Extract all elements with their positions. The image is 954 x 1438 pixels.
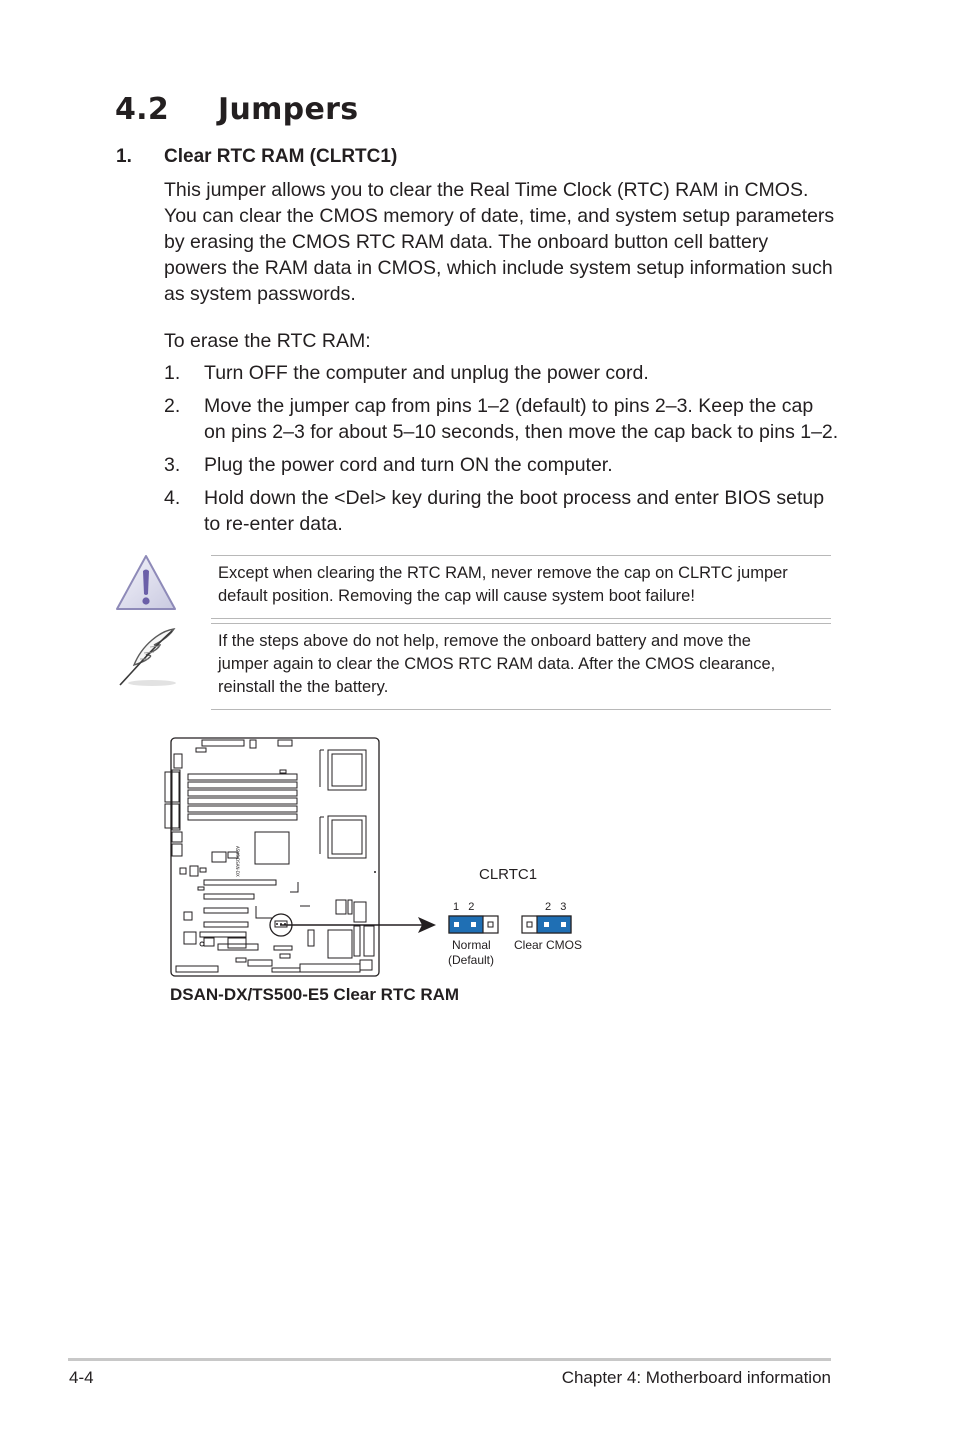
note-line: Except when clearing the RTC RAM, never remove the cap on CLRTC jumper — [218, 564, 788, 582]
step-text: Move the jumper cap from pins 1–2 (default) to pins 2–3. Keep the cap — [204, 395, 814, 417]
normal-label: Normal — [452, 938, 491, 952]
note-line: reinstall the the battery. — [218, 678, 389, 696]
heading-title: Jumpers — [218, 92, 359, 127]
subsection-title — [116, 146, 397, 168]
section-heading — [115, 92, 358, 127]
step-item — [164, 485, 844, 537]
step-item — [164, 360, 844, 386]
paragraph-line: by erasing the CMOS RTC RAM data. The onboard button cell battery — [164, 231, 769, 253]
pointer-arrow — [280, 913, 440, 937]
note-divider — [211, 555, 831, 556]
step-text: Hold down the <Del> key during the boot process and enter BIOS setup — [204, 487, 825, 509]
chapter-title: Chapter 4: Motherboard information — [561, 1368, 831, 1387]
subsection-number: 1. — [116, 146, 132, 167]
normal-pin-numbers: 1 2 — [453, 901, 475, 913]
figure-caption: DSAN-DX/TS500-E5 Clear RTC RAM — [170, 985, 460, 1004]
quill-pen-icon — [114, 625, 180, 689]
motherboard-layout-diagram — [160, 732, 390, 982]
step-number: 1. — [164, 362, 181, 384]
clear-pin-numbers: 2 3 — [545, 901, 567, 913]
step-number: 3. — [164, 454, 181, 476]
default-label: (Default) — [448, 953, 495, 967]
paragraph-line: You can clear the CMOS memory of date, time, and system setup parameters — [164, 205, 835, 227]
clear-cmos-label: Clear CMOS — [514, 938, 583, 952]
jumper-clear-icon — [521, 915, 573, 935]
jumper-name-label: CLRTC1 — [479, 866, 538, 883]
subsection-text: Clear RTC RAM (CLRTC1) — [164, 146, 398, 167]
paragraph-line: powers the RAM data in CMOS, which include system setup information such — [164, 257, 833, 279]
paragraph-line: This jumper allows you to clear the Real Time Clock (RTC) RAM in CMOS. — [164, 179, 809, 201]
note-divider — [211, 618, 831, 619]
svg-text:ASUS DSAN-DX: ASUS DSAN-DX — [235, 846, 240, 877]
step-text: Plug the power cord and turn ON the computer. — [204, 454, 613, 476]
note-divider — [211, 709, 831, 710]
step-text: to re-enter data. — [204, 513, 343, 535]
heading-number: 4.2 — [115, 92, 170, 127]
step-text: on pins 2–3 for about 5–10 seconds, then move the cap back to pins 1–2. — [204, 421, 839, 443]
description-paragraph — [164, 177, 844, 307]
warning-triangle-icon — [114, 553, 178, 613]
note-divider — [211, 623, 831, 624]
caution-note-text — [218, 562, 828, 608]
step-number: 2. — [164, 395, 181, 417]
step-text: Turn OFF the computer and unplug the power cord. — [204, 362, 649, 384]
step-item — [164, 393, 844, 445]
note-line: If the steps above do not help, remove the onboard battery and move the — [218, 632, 751, 650]
tip-note-text — [218, 630, 828, 699]
step-number: 4. — [164, 487, 181, 509]
page-number: 4-4 — [69, 1368, 94, 1387]
jumper-normal-icon — [448, 915, 500, 935]
note-line: jumper again to clear the CMOS RTC RAM data. After the CMOS clearance, — [218, 655, 776, 673]
note-line: default position. Removing the cap will cause system boot failure! — [218, 587, 695, 605]
footer-divider — [68, 1358, 831, 1361]
step-item — [164, 452, 844, 478]
erase-intro: To erase the RTC RAM: — [164, 330, 371, 352]
paragraph-line: as system passwords. — [164, 283, 356, 305]
